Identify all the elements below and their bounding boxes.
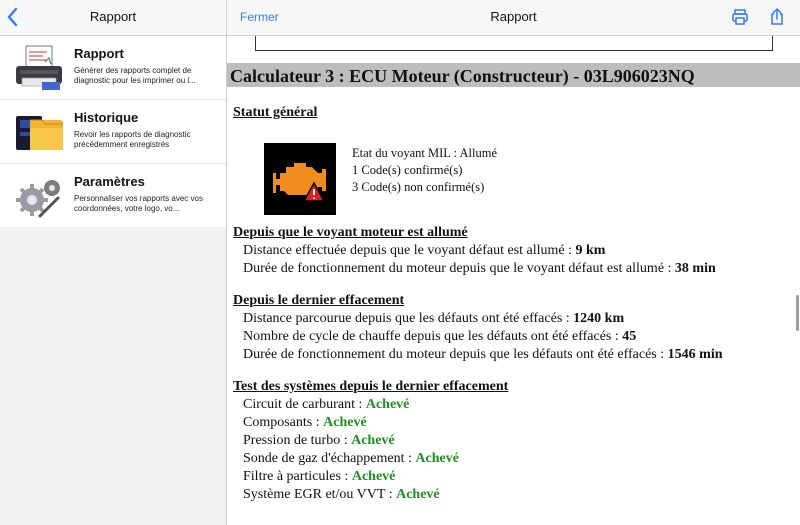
gears-icon xyxy=(12,172,68,220)
page-title: Rapport xyxy=(490,9,537,24)
sidebar-list xyxy=(0,36,226,227)
share-icon[interactable] xyxy=(768,8,786,26)
sidebar-item-description: Générer des rapports complet de diagnostic pour les imprimer ou l... xyxy=(74,66,196,85)
sidebar-item-parametres[interactable] xyxy=(0,164,226,227)
main-header xyxy=(227,0,800,36)
sidebar-header xyxy=(0,0,226,36)
test-row-particle-filter: Filtre à particules : Achevé xyxy=(243,469,396,484)
test-row-components: Composants : Achevé xyxy=(243,415,367,430)
scrollbar[interactable] xyxy=(796,295,799,331)
test-row-egr-vvt: Système EGR et/ou VVT : Achevé xyxy=(243,487,440,502)
since-clear-distance: Distance parcourue depuis que les défauts ont été effacés : 1240 km xyxy=(243,311,625,326)
since-mil-duration: Durée de fonctionnement du moteur depuis que le voyant défaut est allumé : 38 min xyxy=(243,261,716,276)
mil-status-line: Etat du voyant MIL : Allumé xyxy=(352,146,498,160)
printer-report-icon xyxy=(12,44,68,92)
ecu-title-bar xyxy=(227,63,800,87)
since-clear-duration: Durée de fonctionnement du moteur depuis que les défauts ont été effacés : 1546 min xyxy=(243,347,723,362)
tests-heading: Test des systèmes depuis le dernier effacement xyxy=(233,379,509,394)
sidebar xyxy=(0,0,227,525)
close-button[interactable]: Fermer xyxy=(240,10,279,24)
ecu-title: Calculateur 3 : ECU Moteur (Constructeur) - 03L906023NQ xyxy=(230,66,695,86)
sidebar-title: Rapport xyxy=(89,9,137,24)
sidebar-item-title: Paramètres xyxy=(74,174,145,189)
test-row-fuel-circuit: Circuit de carburant : Achevé xyxy=(243,397,410,412)
test-row-turbo-pressure: Pression de turbo : Achevé xyxy=(243,433,395,448)
sidebar-item-title: Rapport xyxy=(74,46,124,61)
sidebar-item-title: Historique xyxy=(74,110,139,125)
sidebar-item-description: Personnaliser vos rapports avec vos coordonnées, votre logo, vo... xyxy=(74,194,203,213)
sidebar-item-historique[interactable] xyxy=(0,100,226,164)
engine-warning-icon xyxy=(264,143,336,215)
folder-sdcard-icon xyxy=(12,108,68,156)
since-mil-distance: Distance effectuée depuis que le voyant défaut est allumé : 9 km xyxy=(243,243,606,258)
since-clear-warmup-cycles: Nombre de cycle de chauffe depuis que les défauts ont été effacés : 45 xyxy=(243,329,637,344)
since-mil-heading: Depuis que le voyant moteur est allumé xyxy=(233,225,468,240)
sidebar-item-description: Revoir les rapports de diagnostic précédemment enregistrés xyxy=(74,130,191,149)
status-heading: Statut général xyxy=(233,105,318,120)
test-row-exhaust-sensor: Sonde de gaz d'échappement : Achevé xyxy=(243,451,459,466)
unconfirmed-codes-line: 3 Code(s) non confirmé(s) xyxy=(352,180,485,194)
printer-icon[interactable] xyxy=(731,8,749,26)
since-clear-heading: Depuis le dernier effacement xyxy=(233,293,405,308)
sidebar-item-rapport[interactable] xyxy=(0,36,226,100)
main-panel xyxy=(227,0,800,525)
confirmed-codes-line: 1 Code(s) confirmé(s) xyxy=(352,163,463,177)
